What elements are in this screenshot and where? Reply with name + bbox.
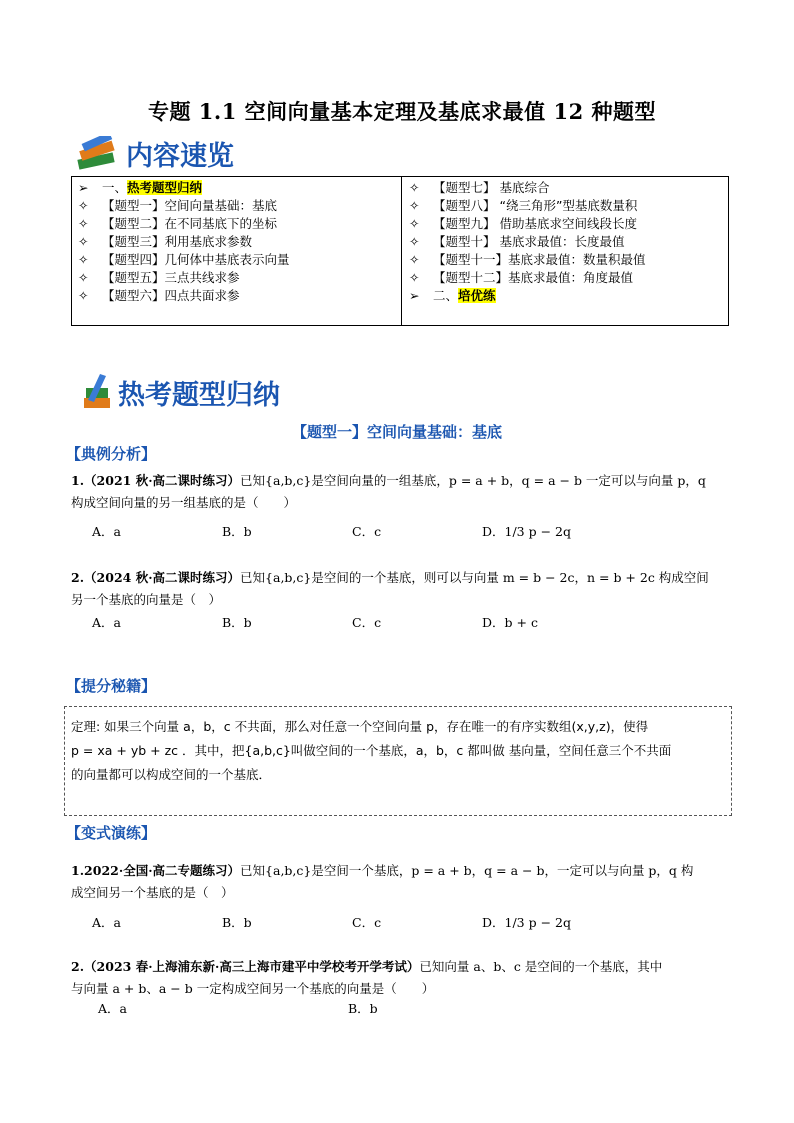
hot-banner: [80, 372, 280, 412]
toc-item[interactable]: ✧ 【题型八】 “绕三角形”型基底数量积: [409, 198, 638, 213]
section-example: 【典例分析】: [66, 445, 157, 463]
option-d[interactable]: D．b + c: [482, 615, 538, 630]
option-a[interactable]: A．a: [92, 915, 121, 930]
option-a[interactable]: A．a: [98, 1001, 127, 1016]
toc-item[interactable]: ➢ 一、热考题型归纳: [78, 180, 203, 195]
theorem-box: [64, 706, 732, 816]
toc-item[interactable]: ✧ 【题型二】在不同基底下的坐标: [78, 216, 278, 231]
option-d[interactable]: D．1/3 p − 2q: [482, 524, 571, 539]
option-b[interactable]: B．b: [222, 524, 252, 539]
toc-right-column: [409, 179, 646, 305]
toc-item[interactable]: ➢ 二、培优练: [409, 288, 496, 303]
theorem-line: p = xa + yb + zc ．其中，把{a,b,c}叫做空间的一个基底，a，b，c 都叫做 基向量，空间任意三个不共面: [71, 743, 672, 758]
option-b[interactable]: B．b: [222, 615, 252, 630]
option-a[interactable]: A．a: [92, 524, 121, 539]
type1-title: 【题型一】空间向量基础：基底: [291, 423, 502, 441]
option-b[interactable]: B．b: [348, 1001, 378, 1016]
option-d[interactable]: D．1/3 p − 2q: [482, 915, 571, 930]
question-1: 1.（2021 秋·高二课时练习）已知{a,b,c}是空间向量的一组基底，p = a + b，q = a − b 一定可以与向量 p，q 构成空间向量的另一组基底的是（ ）: [71, 473, 706, 510]
hot-heading: 热考题型归纳: [118, 379, 280, 411]
document-title: 专题 1.1 空间向量基本定理及基底求最值 12 种题型: [148, 99, 657, 124]
toc-item[interactable]: ✧ 【题型一】空间向量基础：基底: [78, 198, 278, 213]
overview-heading: 内容速览: [126, 141, 234, 172]
toc-item[interactable]: ✧ 【题型七】 基底综合: [409, 180, 550, 195]
option-b[interactable]: B．b: [222, 915, 252, 930]
question-1-options: [92, 522, 732, 540]
option-a[interactable]: A．a: [92, 615, 121, 630]
books-icon: [76, 136, 120, 172]
question-2-options: [92, 613, 732, 631]
toc-item[interactable]: ✧ 【题型四】几何体中基底表示向量: [78, 252, 290, 267]
section-practice: 【变式演练】: [66, 824, 157, 842]
overview-banner: [76, 134, 234, 173]
option-c[interactable]: C．c: [352, 915, 382, 930]
practice-1-options: [92, 913, 732, 931]
option-c[interactable]: C．c: [352, 615, 382, 630]
toc-item[interactable]: ✧ 【题型九】 借助基底求空间线段长度: [409, 216, 637, 231]
toc-item[interactable]: ✧ 【题型十二】基底求最值：角度最值: [409, 270, 634, 285]
toc-item[interactable]: ✧ 【题型十一】基底求最值：数量积最值: [409, 252, 646, 267]
theorem-line: 定理: 如果三个向量 a，b，c 不共面，那么对任意一个空间向量 p，存在唯一的有序实数组(x,y,z)，使得: [71, 719, 649, 734]
practice-2-options: [98, 999, 738, 1017]
toc-item[interactable]: ✧ 【题型五】三点共线求参: [78, 270, 240, 285]
practice-1: 1.2022·全国·高二专题练习）已知{a,b,c}是空间一个基底，p = a + b，q = a − b，一定可以与向量 p，q 构 成空间另一个基底的是（ ）: [71, 863, 694, 900]
practice-2: 2.（2023 春·上海浦东新·高三上海市建平中学校考开学考试）已知向量 a、b、c 是空间的一个基底，其中 与向量 a + b、a − b 一定构成空间另一个基底的向量是（ ）: [71, 959, 663, 996]
section-tips: 【提分秘籍】: [66, 677, 157, 695]
option-c[interactable]: C．c: [352, 524, 382, 539]
theorem-line: 的向量都可以构成空间的一个基底．: [71, 767, 272, 782]
toc-item[interactable]: ✧ 【题型三】利用基底求参数: [78, 234, 253, 249]
question-2: 2.（2024 秋·高二课时练习）已知{a,b,c}是空间的一个基底，则可以与向量 m = b − 2c，n = b + 2c 构成空间 另一个基底的向量是（ ）: [71, 570, 709, 607]
toc-item[interactable]: ✧ 【题型十】 基底求最值：长度最值: [409, 234, 625, 249]
toc-left-column: [78, 179, 290, 305]
toc-table: [71, 176, 729, 326]
toc-item[interactable]: ✧ 【题型六】四点共面求参: [78, 288, 240, 303]
pencil-books-icon: [80, 372, 114, 412]
